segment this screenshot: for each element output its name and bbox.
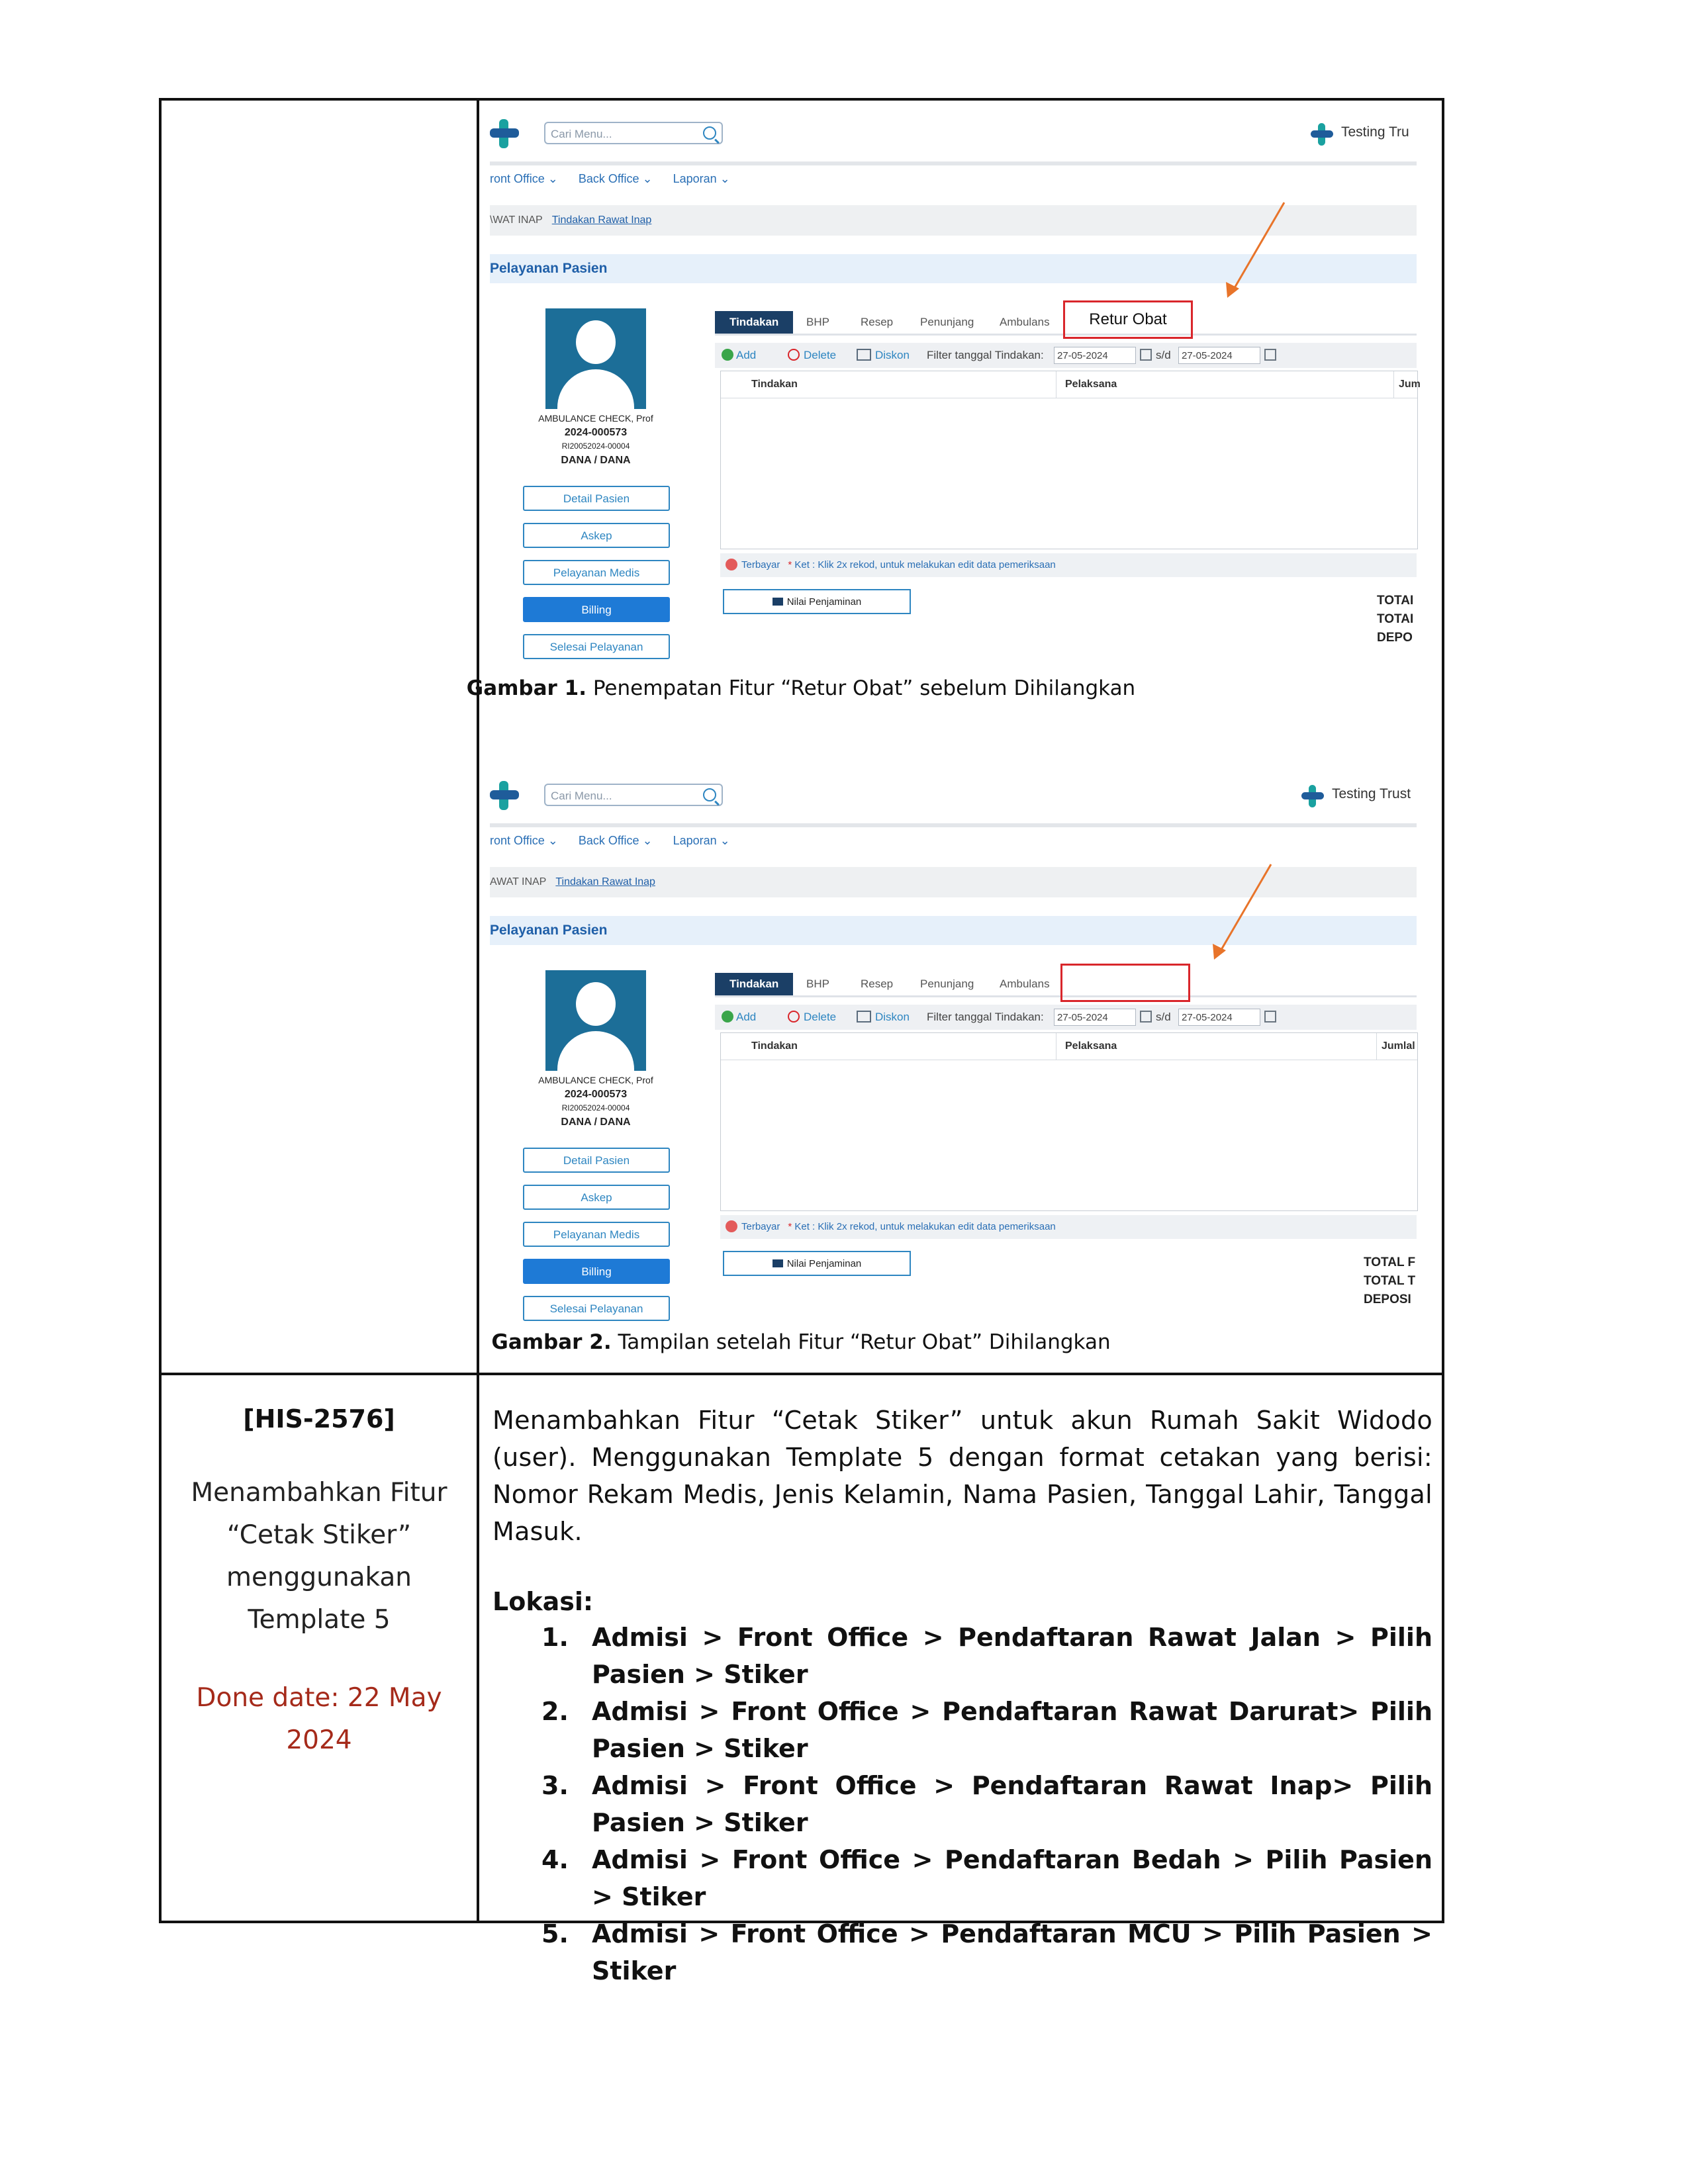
diskon-button: Diskon bbox=[857, 343, 910, 368]
pelayanan-medis-button: Pelayanan Medis bbox=[523, 1222, 670, 1247]
breadcrumb: AWAT INAP Tindakan Rawat Inap bbox=[490, 867, 1417, 897]
tab-ambulans: Ambulans bbox=[1000, 978, 1050, 990]
add-icon bbox=[722, 1011, 733, 1023]
tab-penunjang: Penunjang bbox=[920, 978, 974, 990]
tab-tindakan: Tindakan bbox=[715, 973, 793, 995]
breadcrumb: \WAT INAP Tindakan Rawat Inap bbox=[490, 205, 1417, 236]
calendar-icon bbox=[1264, 1011, 1276, 1023]
brand-logo-icon bbox=[1311, 123, 1333, 146]
billing-button: Billing bbox=[523, 597, 670, 622]
lokasi-step: 5. Admisi > Front Office > Pendaftaran MCU > Pilih Pasien > Stiker bbox=[541, 1919, 1432, 1985]
diskon-icon bbox=[857, 1011, 871, 1023]
briefcase-icon bbox=[773, 598, 783, 606]
date-to-field: 27-05-2024 bbox=[1178, 1009, 1260, 1026]
selesai-pelayanan-button: Selesai Pelayanan bbox=[523, 634, 670, 659]
nav-back-office: Back Office ⌄ bbox=[578, 172, 653, 185]
nav-front-office: ront Office ⌄ bbox=[490, 834, 558, 847]
detail-pasien-button: Detail Pasien bbox=[523, 1148, 670, 1173]
delete-button: Delete bbox=[788, 343, 836, 368]
calendar-icon bbox=[1140, 1011, 1152, 1023]
figure-caption-2: Gambar 2. Tampilan setelah Fitur “Retur Obat” Dihilangkan bbox=[491, 1330, 1111, 1354]
main-nav bbox=[490, 172, 747, 186]
ticket-id: [HIS-2576] bbox=[243, 1404, 395, 1433]
nav-laporan: Laporan ⌄ bbox=[673, 172, 730, 185]
add-button: Add bbox=[722, 1005, 756, 1030]
delete-button: Delete bbox=[788, 1005, 836, 1030]
terbayar-dot-icon bbox=[726, 1220, 737, 1232]
nav-front-office: ront Office ⌄ bbox=[490, 172, 558, 185]
tab-resep: Resep bbox=[861, 316, 894, 328]
brand-name: Testing Tru bbox=[1341, 124, 1409, 140]
add-icon bbox=[722, 349, 733, 361]
tab-bhp: BHP bbox=[806, 978, 829, 990]
section-title: Pelayanan Pasien bbox=[490, 254, 1417, 283]
add-button: Add bbox=[722, 343, 756, 368]
nav-laporan: Laporan ⌄ bbox=[673, 834, 730, 847]
grid-legend: Terbayar * Ket : Klik 2x rekod, untuk melakukan edit data pemeriksaan bbox=[720, 553, 1417, 577]
grid-header: Tindakan Pelaksana Jum bbox=[721, 371, 1417, 398]
calendar-icon bbox=[1140, 349, 1152, 361]
askep-button: Askep bbox=[523, 523, 670, 548]
search-input: Cari Menu... bbox=[544, 784, 723, 806]
nilai-penjaminan-button: Nilai Penjaminan bbox=[723, 1251, 911, 1276]
billing-button: Billing bbox=[523, 1259, 670, 1284]
removed-feature-highlight bbox=[1060, 964, 1190, 1002]
askep-button: Askep bbox=[523, 1185, 670, 1210]
date-from-field: 27-05-2024 bbox=[1054, 1009, 1136, 1026]
app-logo-icon bbox=[490, 119, 519, 148]
date-to-field: 27-05-2024 bbox=[1178, 347, 1260, 364]
grid-header: Tindakan Pelaksana Jumlal bbox=[721, 1033, 1417, 1060]
sd-label: s/d bbox=[1156, 1011, 1171, 1023]
app-logo-icon bbox=[490, 781, 519, 810]
filter-label: Filter tanggal Tindakan: bbox=[927, 1011, 1044, 1023]
column-divider bbox=[477, 101, 479, 1921]
lokasi-step: 1. Admisi > Front Office > Pendaftaran Rawat Jalan > Pilih Pasien > Stiker bbox=[541, 1623, 1432, 1689]
brand-logo-icon bbox=[1301, 785, 1324, 807]
tab-tindakan: Tindakan bbox=[715, 311, 793, 334]
totals-summary: TOTAI TOTAI DEPO bbox=[1377, 594, 1414, 645]
breadcrumb-link: Tindakan Rawat Inap bbox=[555, 876, 655, 887]
header-divider bbox=[490, 161, 1417, 165]
nilai-penjaminan-button: Nilai Penjaminan bbox=[723, 589, 911, 614]
search-icon bbox=[703, 126, 716, 140]
done-date: Done date: 22 May 2024 bbox=[196, 1683, 442, 1755]
tindakan-grid bbox=[720, 1032, 1418, 1211]
tindakan-grid bbox=[720, 371, 1421, 549]
pointer-arrow-icon bbox=[1198, 860, 1278, 960]
lokasi-steps bbox=[492, 1619, 1432, 1989]
delete-icon bbox=[788, 1011, 800, 1023]
brand-name: Testing Trust bbox=[1332, 786, 1411, 801]
lokasi-step: 2. Admisi > Front Office > Pendaftaran Rawat Darurat> Pilih Pasien > Stiker bbox=[541, 1697, 1432, 1763]
retur-obat-highlight: Retur Obat bbox=[1063, 300, 1193, 339]
tab-ambulans: Ambulans bbox=[1000, 316, 1050, 328]
lokasi-heading: Lokasi: bbox=[492, 1587, 594, 1616]
sd-label: s/d bbox=[1156, 349, 1171, 361]
section-title: Pelayanan Pasien bbox=[490, 916, 1417, 945]
patient-info: AMBULANCE CHECK, Prof 2024-000573 RI20052024-00004 DANA / DANA bbox=[538, 1075, 653, 1128]
totals-summary: TOTAL F TOTAL T DEPOSI bbox=[1364, 1255, 1416, 1306]
search-input: Cari Menu... bbox=[544, 122, 723, 144]
toolbar bbox=[715, 343, 1417, 368]
tab-bhp: BHP bbox=[806, 316, 829, 328]
screenshot-before bbox=[490, 113, 1421, 662]
ticket-title: Menambahkan Fitur “Cetak Stiker” menggunakan Template 5 bbox=[191, 1478, 447, 1635]
diskon-button: Diskon bbox=[857, 1005, 910, 1030]
lokasi-step: 4. Admisi > Front Office > Pendaftaran Bedah > Pilih Pasien > Stiker bbox=[541, 1845, 1432, 1911]
tab-resep: Resep bbox=[861, 978, 894, 990]
search-icon bbox=[703, 788, 716, 801]
pelayanan-medis-button: Pelayanan Medis bbox=[523, 560, 670, 585]
grid-legend: Terbayar * Ket : Klik 2x rekod, untuk melakukan edit data pemeriksaan bbox=[720, 1215, 1417, 1239]
tab-penunjang: Penunjang bbox=[920, 316, 974, 328]
main-nav bbox=[490, 834, 747, 848]
delete-icon bbox=[788, 349, 800, 361]
detail-pasien-button: Detail Pasien bbox=[523, 486, 670, 511]
figure-caption-1: Gambar 1. Penempatan Fitur “Retur Obat” sebelum Dihilangkan bbox=[466, 676, 1136, 700]
toolbar bbox=[715, 1005, 1417, 1030]
pointer-arrow-icon bbox=[1211, 199, 1291, 298]
avatar bbox=[545, 970, 646, 1071]
briefcase-icon bbox=[773, 1259, 783, 1267]
selesai-pelayanan-button: Selesai Pelayanan bbox=[523, 1296, 670, 1321]
avatar bbox=[545, 308, 646, 409]
calendar-icon bbox=[1264, 349, 1276, 361]
ticket-cell bbox=[162, 1375, 477, 1762]
ticket-detail-cell bbox=[492, 1375, 1432, 1989]
header-divider bbox=[490, 823, 1417, 827]
lokasi-step: 3. Admisi > Front Office > Pendaftaran Rawat Inap> Pilih Pasien > Stiker bbox=[541, 1771, 1432, 1837]
ticket-description: Menambahkan Fitur “Cetak Stiker” untuk akun Rumah Sakit Widodo (user). Menggunakan Template 5 dengan format cetakan yang berisi: Nomor Rekam Medis, Jenis Kelamin, Nama Pasien, Tanggal Lahir, Tanggal Masuk. bbox=[492, 1406, 1432, 1546]
nav-back-office: Back Office ⌄ bbox=[578, 834, 653, 847]
patient-info: AMBULANCE CHECK, Prof 2024-000573 RI20052024-00004 DANA / DANA bbox=[538, 413, 653, 466]
filter-label: Filter tanggal Tindakan: bbox=[927, 349, 1044, 361]
screenshot-after bbox=[490, 774, 1417, 1324]
terbayar-dot-icon bbox=[726, 559, 737, 570]
breadcrumb-link: Tindakan Rawat Inap bbox=[551, 214, 652, 226]
diskon-icon bbox=[857, 349, 871, 361]
date-from-field: 27-05-2024 bbox=[1054, 347, 1136, 364]
